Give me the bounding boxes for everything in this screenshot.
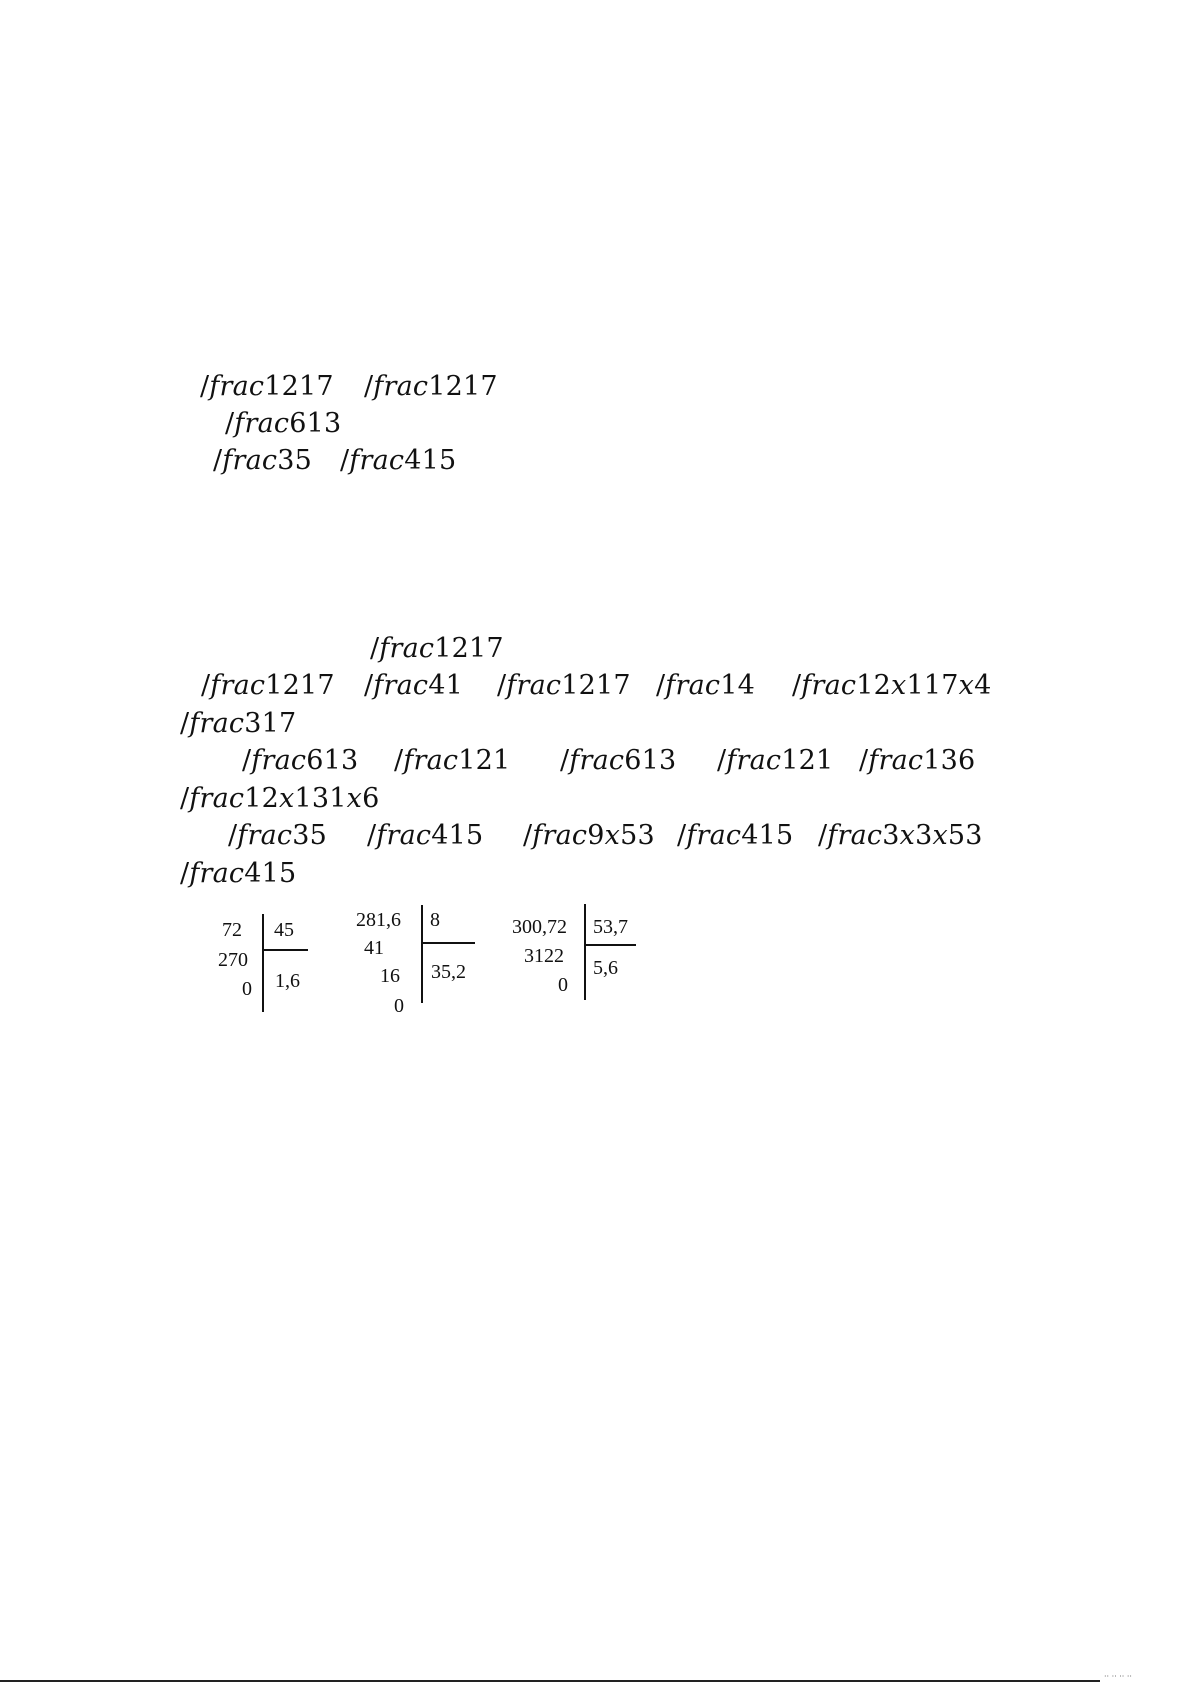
divisor: 53,7: [593, 916, 628, 938]
fraction-expression: /frac3x3x53: [818, 820, 983, 851]
fraction-expression: /frac12x117x4: [792, 670, 992, 701]
remainder-step: 0: [558, 974, 568, 996]
remainder-step: 3122: [524, 945, 564, 967]
fraction-expression: /frac121: [394, 745, 511, 776]
fraction-expression: /frac415: [340, 445, 457, 476]
fraction-expression: /frac136: [859, 745, 976, 776]
fraction-expression: /frac1217: [497, 670, 631, 701]
fraction-expression: /frac613: [560, 745, 677, 776]
remainder-step: 0: [394, 995, 404, 1017]
page-bottom-rule: [0, 1680, 1100, 1682]
division-vertical-bar: [262, 914, 264, 1012]
division-vertical-bar: [584, 904, 586, 1000]
fraction-expression: /frac12x131x6: [180, 783, 380, 814]
fraction-expression: /frac121: [717, 745, 834, 776]
divisor: 45: [274, 919, 294, 941]
dividend: 281,6: [356, 909, 401, 931]
division-horizontal-bar: [262, 949, 308, 951]
remainder-step: 0: [242, 978, 252, 1000]
division-horizontal-bar: [584, 944, 636, 946]
remainder-step: 41: [364, 937, 384, 959]
quotient: 5,6: [593, 957, 618, 979]
fraction-expression: /frac9x53: [523, 820, 655, 851]
fraction-expression: /frac1217: [370, 633, 504, 664]
fraction-expression: /frac613: [225, 408, 342, 439]
fraction-expression: /frac415: [180, 858, 297, 889]
fraction-expression: /frac14: [656, 670, 756, 701]
remainder-step: 16: [380, 965, 400, 987]
division-horizontal-bar: [421, 942, 475, 944]
dividend: 72: [222, 919, 242, 941]
fraction-expression: /frac415: [677, 820, 794, 851]
remainder-step: 270: [218, 949, 248, 971]
dividend: 300,72: [512, 916, 567, 938]
corner-text: ·· ·· ·· ··: [1104, 1672, 1132, 1681]
fraction-expression: /frac317: [180, 708, 297, 739]
fraction-expression: /frac35: [228, 820, 328, 851]
fraction-expression: /frac415: [367, 820, 484, 851]
quotient: 35,2: [431, 961, 466, 983]
fraction-expression: /frac1217: [364, 371, 498, 402]
divisor: 8: [430, 909, 440, 931]
division-vertical-bar: [421, 905, 423, 1003]
fraction-expression: /frac1217: [201, 670, 335, 701]
fraction-expression: /frac613: [242, 745, 359, 776]
quotient: 1,6: [275, 970, 300, 992]
fraction-expression: /frac35: [213, 445, 313, 476]
fraction-expression: /frac1217: [200, 371, 334, 402]
fraction-expression: /frac41: [364, 670, 464, 701]
